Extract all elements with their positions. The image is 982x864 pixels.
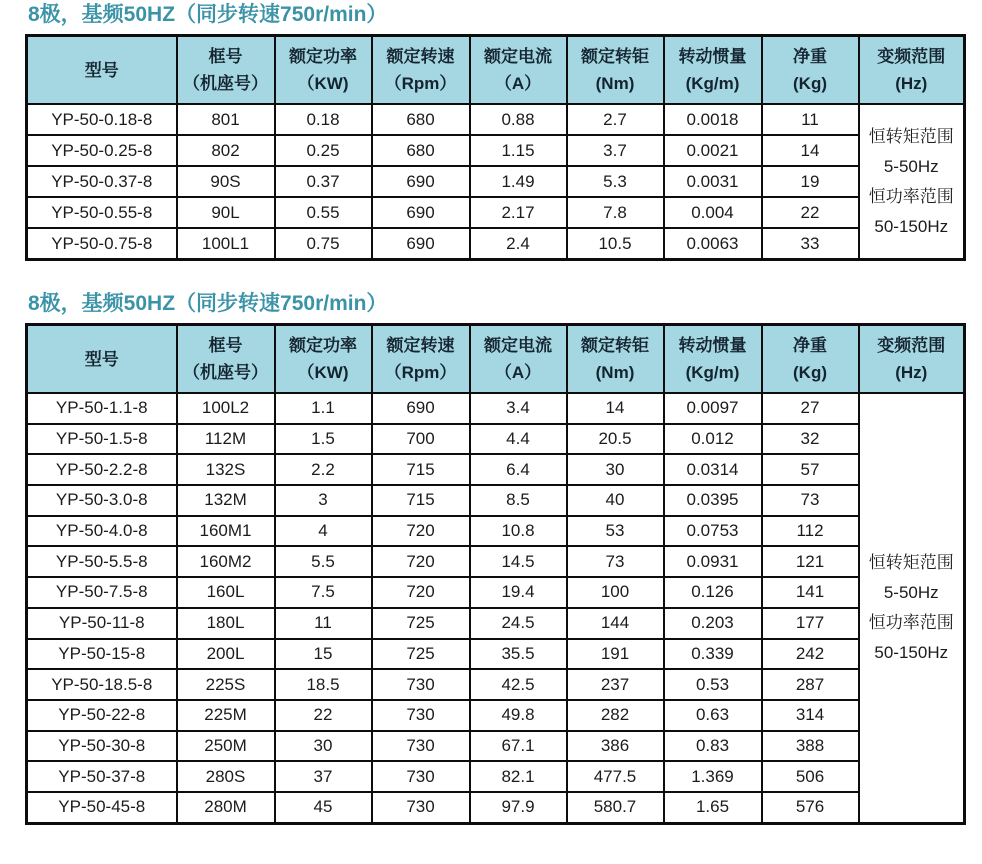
column-header-5	[567, 325, 664, 394]
column-header-line2: （机座号）	[183, 74, 268, 93]
value-cell: 100L1	[177, 228, 275, 260]
model-cell: YP-50-0.18-8	[27, 104, 177, 135]
value-cell: 3	[275, 485, 372, 516]
value-cell: 0.75	[275, 228, 372, 260]
table-row	[27, 546, 965, 577]
table-row	[27, 731, 965, 762]
value-cell: 33	[762, 228, 859, 260]
column-header-line1: 转动惯量	[678, 47, 747, 66]
frequency-range-line: 恒转矩范围	[868, 126, 954, 146]
model-cell: YP-50-4.0-8	[27, 516, 177, 547]
value-cell: 8.5	[470, 485, 567, 516]
value-cell: 121	[762, 546, 859, 577]
value-cell: 24.5	[470, 608, 567, 639]
frequency-range-line: 恒功率范围	[868, 612, 954, 632]
column-header-line1: 变频范围	[877, 47, 946, 66]
value-cell: 4.4	[470, 424, 567, 455]
value-cell: 0.203	[664, 608, 762, 639]
value-cell: 141	[762, 577, 859, 608]
value-cell: 680	[372, 135, 470, 166]
value-cell: 45	[275, 792, 372, 823]
model-cell: YP-50-7.5-8	[27, 577, 177, 608]
value-cell: 10.8	[470, 516, 567, 547]
value-cell: 715	[372, 454, 470, 485]
value-cell: 0.88	[470, 104, 567, 135]
value-cell: 802	[177, 135, 275, 166]
table-row	[27, 197, 965, 228]
value-cell: 3.4	[470, 393, 567, 424]
frequency-range-cell	[859, 104, 965, 260]
table-row	[27, 104, 965, 135]
value-cell: 3.7	[567, 135, 664, 166]
column-header-line1: 净重	[793, 47, 827, 66]
value-cell: 2.2	[275, 454, 372, 485]
value-cell: 576	[762, 792, 859, 823]
model-cell: YP-50-1.1-8	[27, 393, 177, 424]
table-row	[27, 639, 965, 670]
value-cell: 282	[567, 700, 664, 731]
model-cell: YP-50-2.2-8	[27, 454, 177, 485]
value-cell: 49.8	[470, 700, 567, 731]
column-header-7	[762, 325, 859, 394]
value-cell: 0.0018	[664, 104, 762, 135]
value-cell: 160L	[177, 577, 275, 608]
value-cell: 242	[762, 639, 859, 670]
value-cell: 35.5	[470, 639, 567, 670]
value-cell: 18.5	[275, 669, 372, 700]
column-header-line1: 额定电流	[484, 336, 552, 355]
model-cell: YP-50-22-8	[27, 700, 177, 731]
table-row	[27, 577, 965, 608]
value-cell: 73	[567, 546, 664, 577]
value-cell: 160M2	[177, 546, 275, 577]
column-header-line2: （A）	[494, 363, 542, 382]
column-header-line1: 额定转钜	[581, 47, 649, 66]
column-header-line1: 额定功率	[289, 47, 357, 66]
value-cell: 2.4	[470, 228, 567, 260]
model-cell: YP-50-37-8	[27, 761, 177, 792]
column-header-line1: 型号	[84, 60, 119, 80]
value-cell: 0.0931	[664, 546, 762, 577]
value-cell: 30	[275, 731, 372, 762]
table-row	[27, 424, 965, 455]
value-cell: 19.4	[470, 577, 567, 608]
motor-spec-table	[25, 34, 966, 261]
table-row	[27, 700, 965, 731]
model-cell: YP-50-11-8	[27, 608, 177, 639]
value-cell: 287	[762, 669, 859, 700]
value-cell: 15	[275, 639, 372, 670]
column-header-7	[762, 36, 859, 105]
column-header-0	[27, 325, 177, 394]
value-cell: 27	[762, 393, 859, 424]
value-cell: 0.18	[275, 104, 372, 135]
value-cell: 0.012	[664, 424, 762, 455]
column-header-line1: 框号	[208, 336, 243, 355]
column-header-6	[664, 36, 762, 105]
value-cell: 20.5	[567, 424, 664, 455]
column-header-line1: 转动惯量	[678, 336, 747, 355]
value-cell: 720	[372, 577, 470, 608]
value-cell: 14.5	[470, 546, 567, 577]
value-cell: 14	[762, 135, 859, 166]
column-header-0	[27, 36, 177, 105]
header-row	[27, 325, 965, 394]
model-cell: YP-50-0.75-8	[27, 228, 177, 260]
value-cell: 132M	[177, 485, 275, 516]
value-cell: 0.0063	[664, 228, 762, 260]
table-title: 8极，基频50HZ（同步转速750r/min）	[28, 3, 388, 26]
table-row	[27, 166, 965, 197]
value-cell: 1.65	[664, 792, 762, 823]
table-row	[27, 135, 965, 166]
value-cell: 32	[762, 424, 859, 455]
value-cell: 14	[567, 393, 664, 424]
value-cell: 73	[762, 485, 859, 516]
value-cell: 112M	[177, 424, 275, 455]
column-header-line1: 额定转速	[386, 336, 455, 355]
table-title: 8极，基频50HZ（同步转速750r/min）	[28, 292, 388, 315]
column-header-line1: 变频范围	[877, 336, 946, 355]
value-cell: 100L2	[177, 393, 275, 424]
table-row	[27, 761, 965, 792]
value-cell: 314	[762, 700, 859, 731]
value-cell: 0.004	[664, 197, 762, 228]
value-cell: 191	[567, 639, 664, 670]
value-cell: 280M	[177, 792, 275, 823]
table-row	[27, 792, 965, 823]
model-cell: YP-50-3.0-8	[27, 485, 177, 516]
column-header-line2: (Nm)	[595, 363, 635, 382]
value-cell: 730	[372, 669, 470, 700]
value-cell: 225M	[177, 700, 275, 731]
value-cell: 19	[762, 166, 859, 197]
value-cell: 477.5	[567, 761, 664, 792]
value-cell: 730	[372, 792, 470, 823]
column-header-line1: 额定转速	[386, 47, 455, 66]
table-row	[27, 669, 965, 700]
table-row	[27, 228, 965, 260]
value-cell: 37	[275, 761, 372, 792]
value-cell: 1.49	[470, 166, 567, 197]
value-cell: 1.5	[275, 424, 372, 455]
value-cell: 725	[372, 639, 470, 670]
column-header-line2: （Rpm）	[384, 363, 457, 382]
column-header-line1: 框号	[208, 47, 243, 66]
model-cell: YP-50-0.37-8	[27, 166, 177, 197]
column-header-line2: (Kg/m)	[685, 74, 740, 93]
frequency-range-line: 恒转矩范围	[868, 552, 954, 572]
value-cell: 177	[762, 608, 859, 639]
column-header-line1: 净重	[793, 336, 827, 355]
value-cell: 53	[567, 516, 664, 547]
value-cell: 1.1	[275, 393, 372, 424]
model-cell: YP-50-30-8	[27, 731, 177, 762]
table-row	[27, 516, 965, 547]
frequency-range-line: 5-50Hz	[883, 156, 939, 176]
frequency-range-line: 50-150Hz	[874, 216, 949, 236]
value-cell: 237	[567, 669, 664, 700]
frequency-range-line: 50-150Hz	[874, 642, 949, 662]
value-cell: 715	[372, 485, 470, 516]
column-header-4	[470, 36, 567, 105]
value-cell: 7.8	[567, 197, 664, 228]
value-cell: 5.5	[275, 546, 372, 577]
column-header-line2: (Hz)	[895, 363, 928, 382]
frequency-range-cell	[859, 393, 965, 823]
column-header-2	[275, 325, 372, 394]
value-cell: 720	[372, 546, 470, 577]
value-cell: 160M1	[177, 516, 275, 547]
column-header-line1: 额定功率	[289, 336, 357, 355]
value-cell: 0.0021	[664, 135, 762, 166]
value-cell: 2.17	[470, 197, 567, 228]
column-header-line2: （机座号）	[183, 363, 268, 382]
value-cell: 40	[567, 485, 664, 516]
frequency-range-line: 5-50Hz	[883, 582, 939, 602]
value-cell: 22	[275, 700, 372, 731]
value-cell: 720	[372, 516, 470, 547]
value-cell: 180L	[177, 608, 275, 639]
value-cell: 90L	[177, 197, 275, 228]
value-cell: 0.339	[664, 639, 762, 670]
value-cell: 42.5	[470, 669, 567, 700]
value-cell: 0.0753	[664, 516, 762, 547]
value-cell: 506	[762, 761, 859, 792]
value-cell: 0.0097	[664, 393, 762, 424]
header-row	[27, 36, 965, 105]
value-cell: 0.0031	[664, 166, 762, 197]
column-header-line2: (Kg)	[793, 363, 827, 382]
column-header-1	[177, 325, 275, 394]
model-cell: YP-50-5.5-8	[27, 546, 177, 577]
value-cell: 730	[372, 761, 470, 792]
value-cell: 6.4	[470, 454, 567, 485]
column-header-8	[859, 325, 965, 394]
value-cell: 5.3	[567, 166, 664, 197]
value-cell: 0.83	[664, 731, 762, 762]
value-cell: 0.0314	[664, 454, 762, 485]
table-row	[27, 393, 965, 424]
model-cell: YP-50-18.5-8	[27, 669, 177, 700]
value-cell: 690	[372, 393, 470, 424]
column-header-line2: (Hz)	[895, 74, 928, 93]
column-header-line1: 额定电流	[484, 47, 552, 66]
value-cell: 30	[567, 454, 664, 485]
value-cell: 580.7	[567, 792, 664, 823]
value-cell: 4	[275, 516, 372, 547]
column-header-line2: (Nm)	[595, 74, 635, 93]
value-cell: 250M	[177, 731, 275, 762]
column-header-line2: (Kg)	[793, 74, 827, 93]
table-section-1	[25, 2, 982, 261]
table-row	[27, 608, 965, 639]
column-header-4	[470, 325, 567, 394]
column-header-3	[372, 325, 470, 394]
model-cell: YP-50-45-8	[27, 792, 177, 823]
value-cell: 0.55	[275, 197, 372, 228]
model-cell: YP-50-0.55-8	[27, 197, 177, 228]
value-cell: 386	[567, 731, 664, 762]
value-cell: 22	[762, 197, 859, 228]
value-cell: 100	[567, 577, 664, 608]
column-header-line2: （KW)	[297, 363, 349, 382]
value-cell: 280S	[177, 761, 275, 792]
table-row	[27, 454, 965, 485]
value-cell: 690	[372, 166, 470, 197]
value-cell: 690	[372, 228, 470, 260]
value-cell: 11	[762, 104, 859, 135]
value-cell: 200L	[177, 639, 275, 670]
value-cell: 90S	[177, 166, 275, 197]
motor-spec-table	[25, 323, 966, 825]
value-cell: 11	[275, 608, 372, 639]
value-cell: 225S	[177, 669, 275, 700]
value-cell: 7.5	[275, 577, 372, 608]
value-cell: 67.1	[470, 731, 567, 762]
value-cell: 82.1	[470, 761, 567, 792]
value-cell: 0.25	[275, 135, 372, 166]
value-cell: 10.5	[567, 228, 664, 260]
value-cell: 1.15	[470, 135, 567, 166]
frequency-range-line: 恒功率范围	[868, 186, 954, 206]
column-header-5	[567, 36, 664, 105]
value-cell: 730	[372, 700, 470, 731]
value-cell: 730	[372, 731, 470, 762]
table-section-2	[25, 291, 982, 825]
table-row	[27, 485, 965, 516]
value-cell: 0.37	[275, 166, 372, 197]
value-cell: 97.9	[470, 792, 567, 823]
column-header-line2: (Kg/m)	[685, 363, 740, 382]
value-cell: 725	[372, 608, 470, 639]
model-cell: YP-50-15-8	[27, 639, 177, 670]
value-cell: 801	[177, 104, 275, 135]
value-cell: 2.7	[567, 104, 664, 135]
value-cell: 690	[372, 197, 470, 228]
value-cell: 0.126	[664, 577, 762, 608]
column-header-6	[664, 325, 762, 394]
column-header-line1: 额定转钜	[581, 336, 649, 355]
column-header-3	[372, 36, 470, 105]
value-cell: 0.53	[664, 669, 762, 700]
value-cell: 112	[762, 516, 859, 547]
column-header-line1: 型号	[84, 349, 119, 369]
value-cell: 0.0395	[664, 485, 762, 516]
value-cell: 132S	[177, 454, 275, 485]
column-header-line2: （A）	[494, 74, 542, 93]
column-header-8	[859, 36, 965, 105]
value-cell: 57	[762, 454, 859, 485]
value-cell: 388	[762, 731, 859, 762]
column-header-1	[177, 36, 275, 105]
column-header-2	[275, 36, 372, 105]
value-cell: 1.369	[664, 761, 762, 792]
value-cell: 700	[372, 424, 470, 455]
column-header-line2: （Rpm）	[384, 74, 457, 93]
model-cell: YP-50-1.5-8	[27, 424, 177, 455]
value-cell: 144	[567, 608, 664, 639]
model-cell: YP-50-0.25-8	[27, 135, 177, 166]
value-cell: 0.63	[664, 700, 762, 731]
value-cell: 680	[372, 104, 470, 135]
column-header-line2: （KW)	[297, 74, 349, 93]
